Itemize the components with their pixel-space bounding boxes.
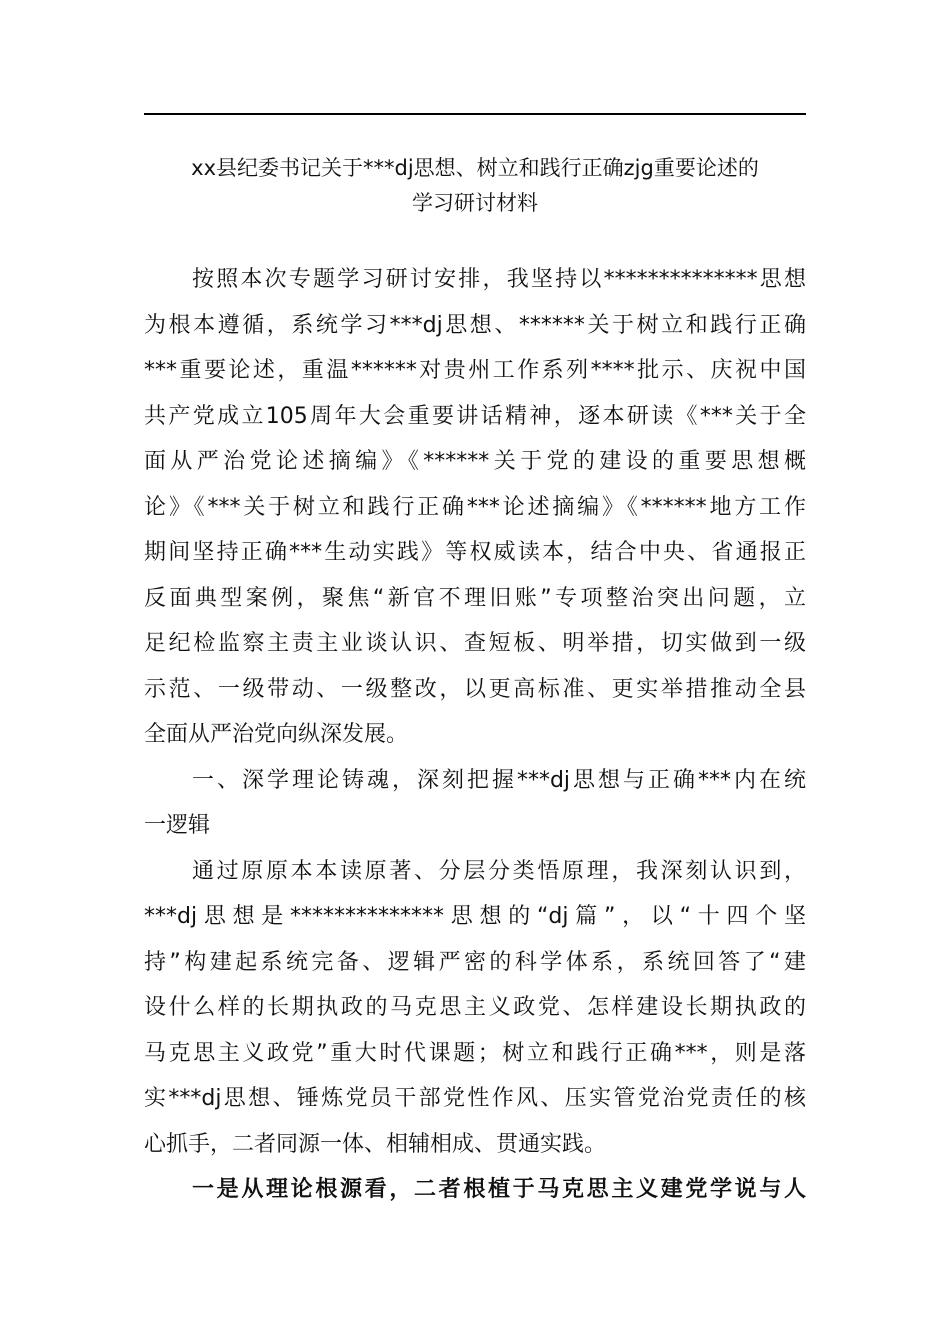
text-line: 设什么样的长期执政的马克思主义政党、怎样建设长期执政的 (144, 995, 806, 1020)
text-line: 共产党成立105周年大会重要讲话精神，逐本研读《***关于全 (144, 403, 806, 429)
heading-line: 一逻辑 (144, 813, 211, 838)
text-line: 心抓手，二者同源一体、相辅相成、贯通实践。 (144, 1131, 607, 1157)
text-line: 为根本遵循，系统学习***dj思想、******关于树立和践行正确 (144, 312, 806, 338)
header-rule (144, 113, 806, 115)
title-line-1: xx县纪委书记关于***dj思想、树立和践行正确zjg重要论述的 (191, 156, 759, 180)
text-line: 通过原原本本读原著、分层分类悟原理，我深刻认识到， (192, 858, 806, 884)
text-line: 按照本次专题学习研讨安排，我坚持以**************思想 (192, 267, 806, 292)
text-line: ***dj思想是**************思想的“dj篇”，以“十四个坚 (144, 904, 806, 929)
document-body (144, 257, 806, 1213)
text-line: 示范、一级带动、一级整改，以更高标准、更实举措推动全县 (144, 676, 806, 702)
section-heading-1 (144, 758, 806, 849)
text-line: 面从严治党论述摘编》《******关于党的建设的重要思想概 (144, 449, 806, 474)
text-line: 反面典型案例，聚焦“新官不理旧账”专项整治突出问题，立 (144, 585, 806, 611)
intro-paragraph (144, 257, 806, 758)
text-line: 马克思主义政党”重大时代课题；树立和践行正确***，则是落 (144, 1040, 806, 1066)
document-title (144, 151, 806, 221)
text-line: 实***dj思想、锤炼党员干部党性作风、压实管党治党责任的核 (144, 1086, 806, 1111)
text-line: ***重要论述，重温******对贵州工作系列****批示、庆祝中国 (144, 358, 806, 383)
bold-line: 一是从理论根源看，二者根植于马克思主义建党学说与人 (192, 1177, 806, 1202)
text-line: 论》《***关于树立和践行正确***论述摘编》《******地方工作 (144, 494, 806, 520)
bold-subpoint (144, 1167, 806, 1213)
section-paragraph (144, 849, 806, 1168)
text-line: 持”构建起系统完备、逻辑严密的科学体系，系统回答了“建 (144, 949, 806, 975)
text-line: 期间坚持正确***生动实践》等权威读本，结合中央、省通报正 (144, 540, 806, 565)
title-line-2: 学习研讨材料 (412, 191, 538, 215)
text-line: 全面从严治党向纵深发展。 (144, 722, 409, 747)
text-line: 足纪检监察主责主业谈认识、查短板、明举措，切实做到一级 (144, 631, 806, 656)
heading-line: 一、深学理论铸魂，深刻把握***dj思想与正确***内在统 (192, 767, 806, 793)
